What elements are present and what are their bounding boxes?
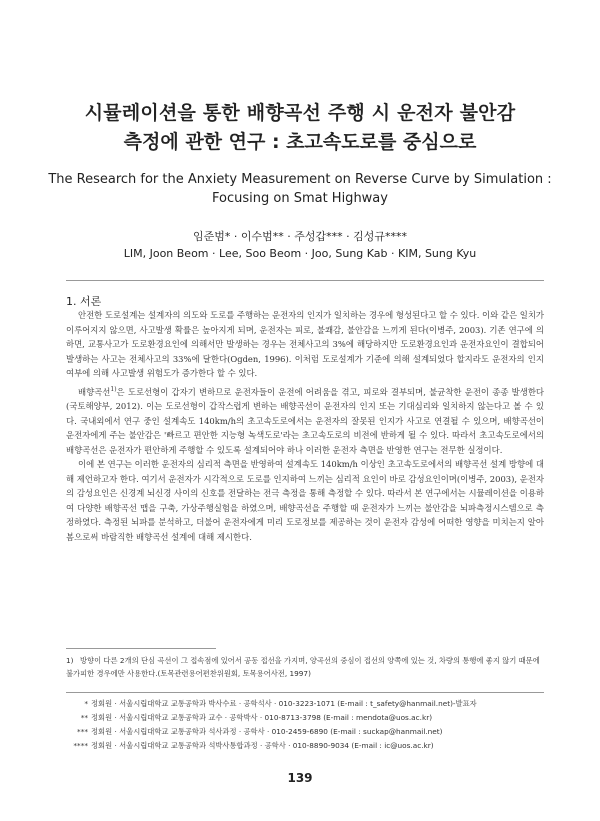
affiliation-mark: *** bbox=[77, 727, 88, 736]
author-affiliations bbox=[66, 697, 544, 753]
korean-title-line-1: 시뮬레이션을 통한 배향곡선 주행 시 운전자 불안감 bbox=[84, 102, 516, 124]
paragraph-2 bbox=[66, 385, 544, 458]
paragraph-3: 이에 본 연구는 이러한 운전자의 심리적 측면을 반영하여 설계속도 140km/h 이상인 초고속도로에서의 배향곡선 설계 방향에 대해 제언하고자 한다. 여기서 운전자가 시각적으로 도로를 인지하여 느끼는 심리적 요인이 바로 감성요인이며(이병주, 2003), 운전자의 감성요인은 신경계 뇌신경 사이의 신호를 전달하는 전극 측정을 통해 측정할 수 있다. 따라서 본 연구에서는 시뮬레이션을 이용하여 다양한 배향곡선 맵을 구축, 가상주행실험을 하였으며, 배향곡선을 주행할 때 운전자가 느끼는 불안감을 뇌파측정시스템으로 측정하였다. 측정된 뇌파를 분석하고, 더불어 운전자에게 미리 도로정보를 제공하는 것이 운전자 감성에 어떠한 영향을 미치는지 알아봄으로써 바람직한 배향곡선 설계에 대해 제시한다. bbox=[66, 459, 544, 542]
footnote bbox=[66, 655, 544, 680]
affiliation-text: 정회원 · 서울시립대학교 교통공학과 석사과정 · 공학사 · 010-2459-6890 (E-mail : suckap@hanmail.net) bbox=[91, 727, 443, 736]
paragraph-1: 안전한 도로설계는 설계자의 의도와 도로를 주행하는 운전자의 인지가 일치하는 경우에 형성된다고 할 수 있다. 이와 같은 일치가 이루어지지 않으면, 사고발생 확률은 높아지게 되며, 운전자는 피로, 불쾌감, 불안감을 느끼게 된다(이병주, 2003). 기존 연구에 의하면, 교통사고가 도로환경요인에 의해서만 발생하는 경우는 전체사고의 3%에 해당하지만 도로환경요인과 운전자요인이 결합되어 발생하는 사고는 전체사고의 33%에 달한다(Ogden, 1996). 이처럼 도로설계가 기준에 의해 설계되었다 할지라도 운전자의 인지여부에 의해 사고발생 위험도가 증가한다 할 수 있다. bbox=[66, 310, 544, 378]
body-text bbox=[66, 308, 544, 544]
korean-authors: 임준범* · 이수범** · 주성갑*** · 김성규**** bbox=[193, 230, 407, 243]
affiliation-4 bbox=[66, 739, 544, 753]
affiliation-text: 정회원 · 서울시립대학교 교통공학과 석박사통합과정 · 공학사 · 010-8890-9034 (E-mail : ic@uos.ac.kr) bbox=[91, 741, 434, 750]
footnote-divider bbox=[66, 648, 216, 649]
affiliation-mark: ** bbox=[80, 713, 88, 722]
affiliation-divider bbox=[66, 692, 544, 693]
affiliation-1 bbox=[66, 697, 544, 711]
footnote-reference: 1) bbox=[110, 385, 117, 393]
korean-title-line-2: 측정에 관한 연구 : 초고속도로를 중심으로 bbox=[123, 131, 477, 153]
affiliation-mark: * bbox=[84, 699, 88, 708]
footnote-text: 방향이 다른 2개의 단심 곡선이 그 접속점에 있어서 공동 접선을 가지며, 양곡선의 중심이 접선의 양쪽에 있는 것, 차량의 통행에 좋지 않기 때문에 불가피한 경우에만 사용한다.(토목관련용어편찬위원회, 토목용어사전, 1997) bbox=[66, 656, 540, 678]
english-authors: LIM, Joon Beom · Lee, Soo Beom · Joo, Sung Kab · KIM, Sung Kyu bbox=[123, 247, 477, 260]
page-number: 139 bbox=[287, 771, 313, 785]
english-title-line-2: Focusing on Smat Highway bbox=[212, 191, 388, 206]
footnote-mark: 1) bbox=[66, 656, 74, 665]
paragraph-2-rest: 은 도로선형이 갑자기 변하므로 운전자들이 운전에 어려움을 겪고, 피로와 결부되며, 불균착한 운전이 종종 발생한다(국토해양부, 2012). 이는 도로선형이 갑작스럽게 변하는 배향곡선이 운전자의 인지 또는 기대심리와 일치하지 않는다고 볼 수 있다. 국내외에서 연구 중인 설계속도 140km/h의 초고속도로에서는 운전자의 잘못된 인지가 사고로 연결될 수 있으며, 배향곡선이 운전자에게 주는 불안감은 '빠르고 편안한 지능형 녹색도로'라는 초고속도로의 비전에 반하게 될 수 있다. 따라서 초고속도로에서의 배향곡선은 운전자가 편안하게 주행할 수 있도록 설계되어야 하나 이러한 운전자 측면을 반영한 연구는 전무한 실정이다. bbox=[66, 386, 544, 455]
header-divider bbox=[66, 280, 544, 281]
affiliation-mark: **** bbox=[73, 741, 88, 750]
affiliation-3 bbox=[66, 725, 544, 739]
affiliation-2 bbox=[66, 711, 544, 725]
section-heading: 1. 서론 bbox=[66, 295, 102, 308]
reverse-curve-term: 배향곡선 bbox=[78, 386, 111, 397]
affiliation-text: 정회원 · 서울시립대학교 교통공학과 교수 · 공학박사 · 010-8713-3798 (E-mail : mendota@uos.ac.kr) bbox=[91, 713, 433, 722]
affiliation-text: 정회원 · 서울시립대학교 교통공학과 박사수료 · 공학석사 · 010-3223-1071 (E-mail : t_safety@hanmail.net)-발표자 bbox=[91, 699, 477, 708]
english-title-line-1: The Research for the Anxiety Measurement on Reverse Curve by Simulation : bbox=[48, 172, 552, 187]
